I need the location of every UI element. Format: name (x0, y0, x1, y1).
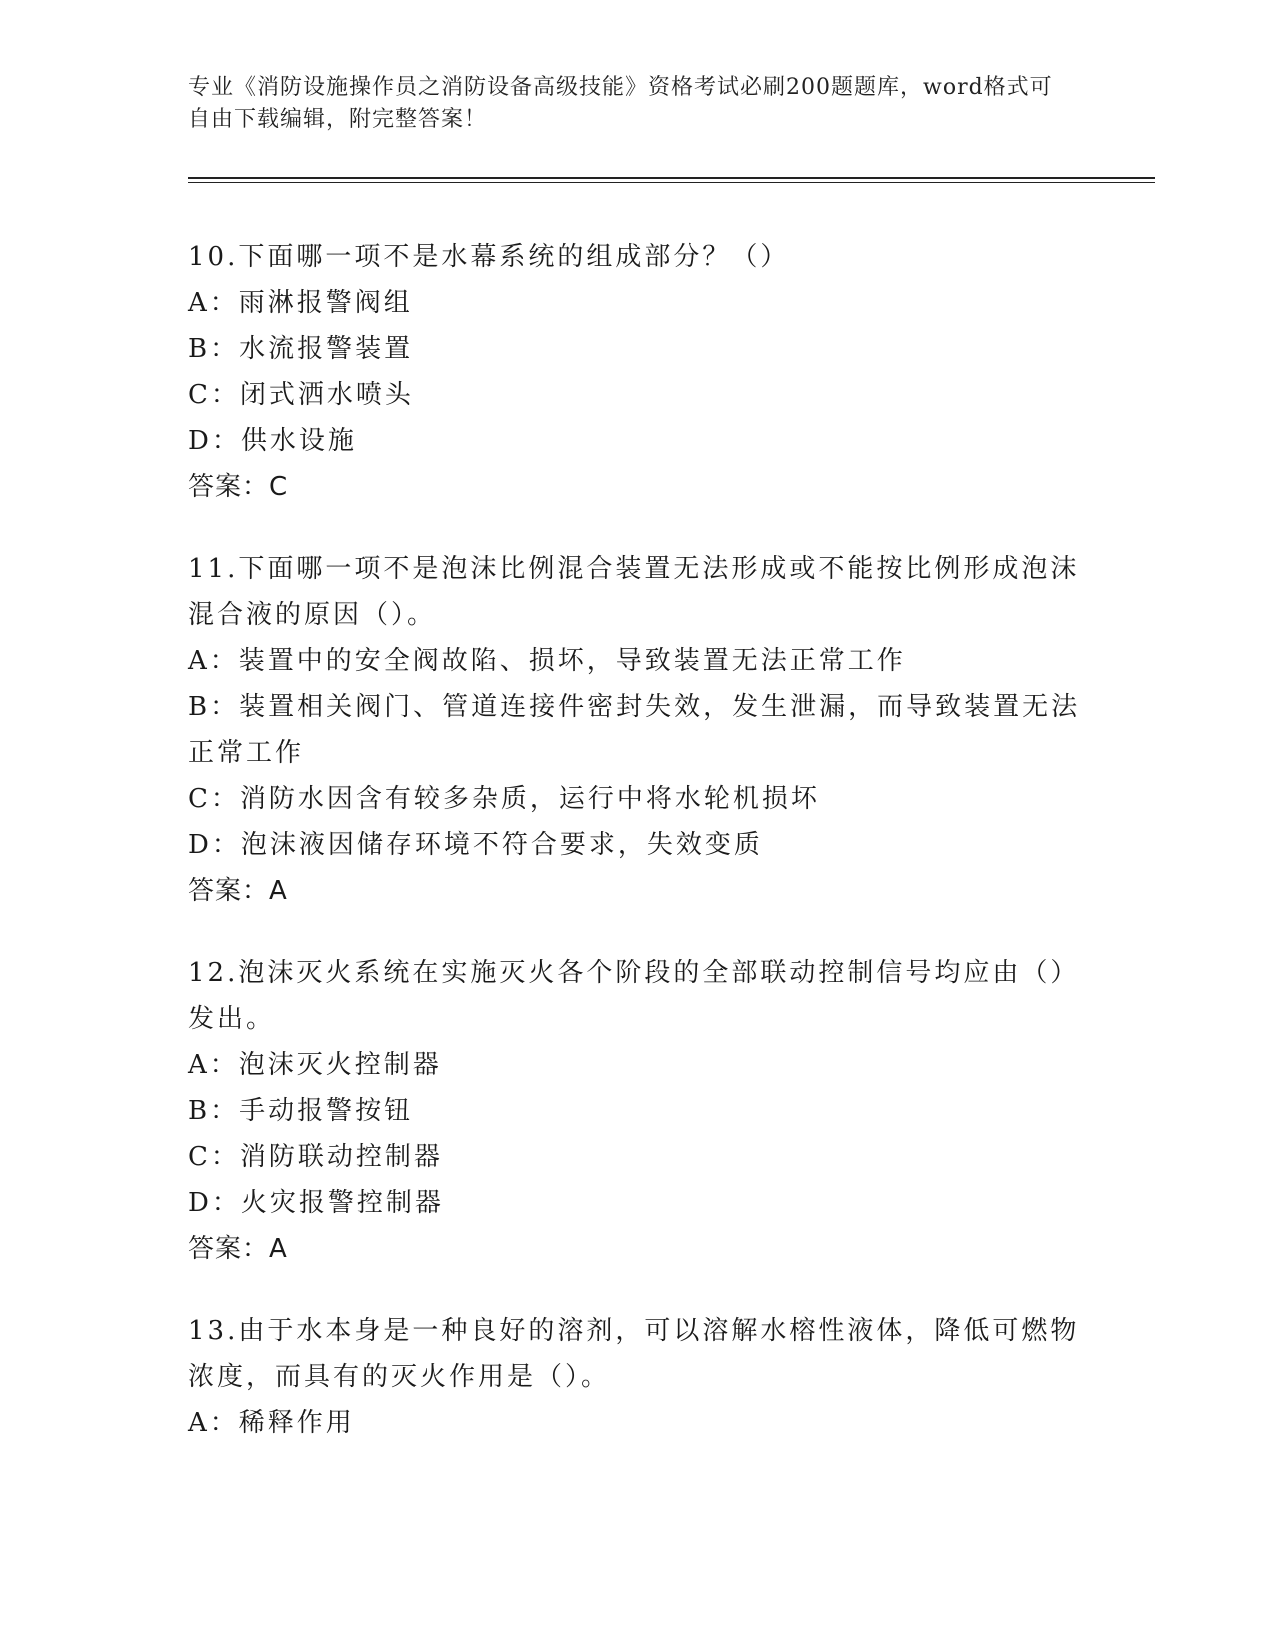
option-a: A：泡沫灭火控制器 (188, 1050, 442, 1080)
answer-line: 答案：A (188, 876, 288, 906)
header-rule-thin (188, 182, 1155, 183)
option-a: A：稀释作用 (188, 1408, 355, 1438)
question-stem: 10.下面哪一项不是水幕系统的组成部分？（） (188, 242, 790, 272)
option-d: D：泡沫液因储存环境不符合要求，失效变质 (188, 830, 763, 860)
header-rule-thick (188, 177, 1155, 179)
option-d: D：火灾报警控制器 (188, 1188, 444, 1218)
answer-line: 答案：A (188, 1234, 288, 1264)
option-d: D：供水设施 (188, 426, 357, 456)
question-13 (188, 1308, 1088, 1446)
option-c: C：闭式洒水喷头 (188, 380, 414, 410)
option-c: C：消防联动控制器 (188, 1142, 443, 1172)
question-list (188, 234, 1088, 1482)
question-10 (188, 234, 1088, 510)
question-stem: 12.泡沫灭火系统在实施灭火各个阶段的全部联动控制信号均应由（）发出。 (188, 958, 1080, 1034)
question-stem: 13.由于水本身是一种良好的溶剂，可以溶解水榕性液体，降低可燃物浓度，而具有的灭火作用是（）。 (188, 1316, 1080, 1392)
option-a: A：装置中的安全阀故陷、损坏，导致装置无法正常工作 (188, 646, 906, 676)
option-a: A：雨淋报警阀组 (188, 288, 413, 318)
question-12 (188, 950, 1088, 1272)
option-b: B：装置相关阀门、管道连接件密封失效，发生泄漏，而导致装置无法正常工作 (188, 692, 1081, 768)
question-11 (188, 546, 1088, 914)
option-b: B：水流报警装置 (188, 334, 414, 364)
option-b: B：手动报警按钮 (188, 1096, 414, 1126)
question-stem: 11.下面哪一项不是泡沫比例混合装置无法形成或不能按比例形成泡沫混合液的原因（）。 (188, 554, 1080, 630)
answer-line: 答案：C (188, 472, 289, 502)
document-header: 专业《消防设施操作员之消防设备高级技能》资格考试必刷200题题库，word格式可自由下载编辑，附完整答案！ (188, 75, 1053, 132)
option-c: C：消防水因含有较多杂质，运行中将水轮机损坏 (188, 784, 820, 814)
